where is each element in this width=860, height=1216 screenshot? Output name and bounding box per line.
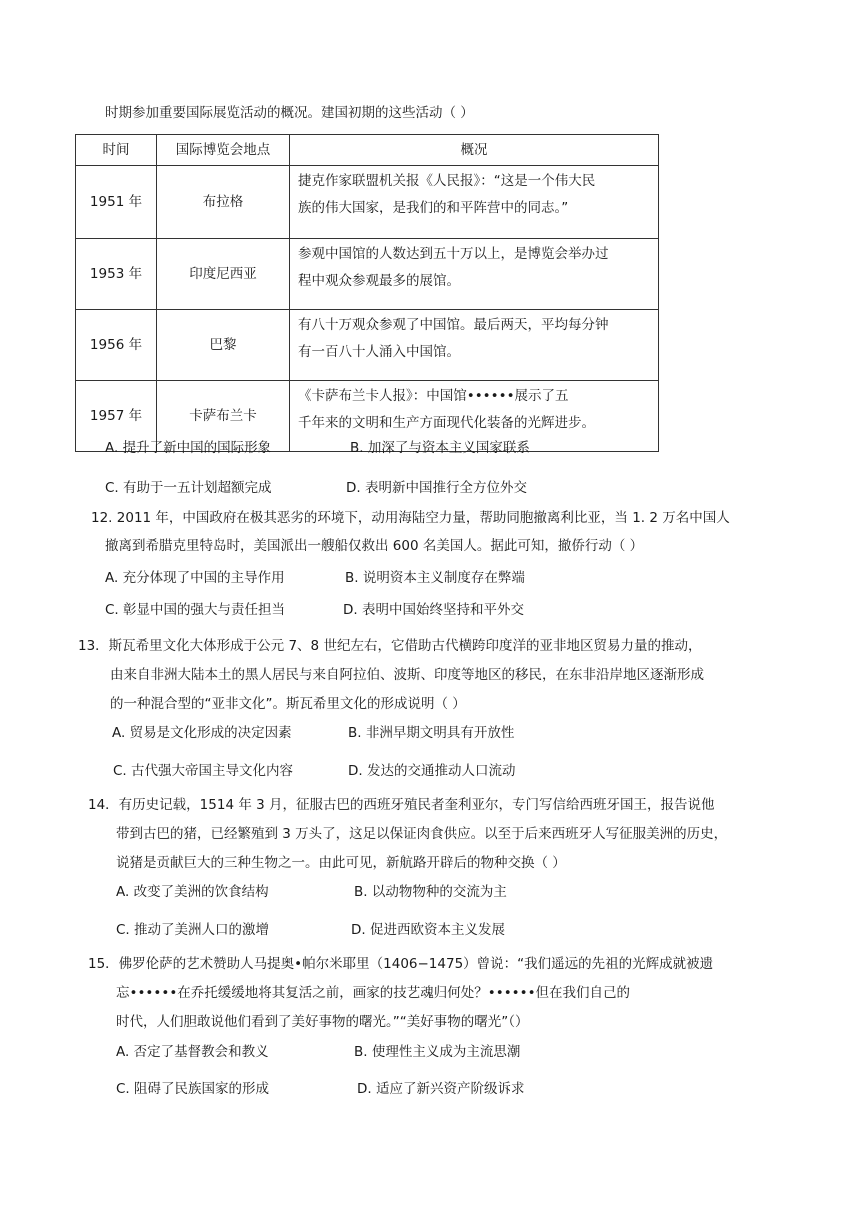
q13-option-c[interactable]: C. 古代强大帝国主导文化内容: [113, 763, 294, 779]
table-row: [76, 310, 659, 381]
q11-option-a[interactable]: A. 提升了新中国的国际形象: [105, 440, 272, 456]
row-desc-line: 千年来的文明和生产方面现代化装备的光辉进步。: [298, 415, 595, 431]
row-desc-line: 参观中国馆的人数达到五十万以上，是博览会举办过: [298, 246, 609, 262]
q13-option-b[interactable]: B. 非洲早期文明具有开放性: [348, 725, 515, 741]
row-desc-line: 捷克作家联盟机关报《人民报》：“这是一个伟大民: [298, 173, 596, 189]
q13-option-a[interactable]: A. 贸易是文化形成的决定因素: [112, 725, 292, 741]
q15-option-c[interactable]: C. 阻碍了民族国家的形成: [116, 1081, 270, 1097]
row-place: 印度尼西亚: [157, 239, 290, 310]
row-place: 布拉格: [157, 166, 290, 239]
q14-option-c[interactable]: C. 推动了美洲人口的激增: [116, 922, 270, 938]
q15-stem-line: 忘••••••在乔托缓缓地将其复活之前，画家的技艺魂归何处？••••••但在我们自己的: [116, 985, 631, 1001]
row-desc: [290, 310, 659, 381]
q15-stem-line: 15．佛罗伦萨的艺术赞助人马提奥•帕尔米耶里（1406−1475）曾说：“我们遥远的先祖的光辉成就被遗: [88, 956, 714, 972]
q14-option-b[interactable]: B. 以动物物种的交流为主: [354, 884, 507, 900]
q12-stem-line: 撤离到希腊克里特岛时，美国派出一艘船仅救出 600 名美国人。据此可知，撤侨行动（ ）: [105, 538, 644, 554]
q14-stem-line: 说猪是贡献巨大的三种生物之一。由此可见，新航路开辟后的物种交换（ ）: [116, 855, 566, 871]
q14-stem-line: 14．有历史记载，1514 年 3 月，征服古巴的西班牙殖民者奎利亚尔，专门写信给西班牙国王，报告说他: [88, 797, 715, 813]
row-desc-line: 族的伟大国家，是我们的和平阵营中的同志。”: [298, 200, 569, 216]
q12-option-c[interactable]: C. 彰显中国的强大与责任担当: [105, 602, 286, 618]
q14-stem-line: 带到古巴的猪，已经繁殖到 3 万头了，这足以保证肉食供应。以至于后来西班牙人写征服美洲的历史，: [116, 826, 728, 842]
table-row: [76, 239, 659, 310]
q13-stem-line: 的一种混合型的“亚非文化”。斯瓦希里文化的形成说明（ ）: [110, 696, 466, 712]
row-desc: [290, 239, 659, 310]
q13-stem-line: 13．斯瓦希里文化大体形成于公元 7、8 世纪左右，它借助古代横跨印度洋的亚非地区贸易力量的推动，: [78, 638, 702, 654]
q11-option-b[interactable]: B. 加深了与资本主义国家联系: [350, 440, 530, 456]
q13-stem-line: 由来自非洲大陆本土的黑人居民与来自阿拉伯、波斯、印度等地区的移民，在东非沿岸地区逐渐形成: [110, 667, 704, 683]
row-year: 1951 年: [76, 166, 157, 239]
q15-option-b[interactable]: B. 使理性主义成为主流思潮: [354, 1044, 521, 1060]
q12-option-d[interactable]: D. 表明中国始终坚持和平外交: [343, 602, 524, 618]
row-desc-line: 有一百八十人涌入中国馆。: [298, 344, 460, 360]
q12-stem-line: 12. 2011 年，中国政府在极其恶劣的环境下，动用海陆空力量，帮助同胞撤离利比亚，当 1. 2 万名中国人: [91, 510, 730, 526]
row-desc-line: 《卡萨布兰卡人报》：中国馆••••••展示了五: [298, 388, 569, 404]
q15-option-d[interactable]: D. 适应了新兴资产阶级诉求: [357, 1081, 525, 1097]
header-time: 时间: [76, 135, 157, 166]
row-place: 卡萨布兰卡: [157, 381, 290, 452]
row-year: 1957 年: [76, 381, 157, 452]
q15-option-a[interactable]: A. 否定了基督教会和教义: [116, 1044, 269, 1060]
q11-stem: 时期参加重要国际展览活动的概况。建国初期的这些活动（ ）: [105, 105, 474, 121]
q14-option-a[interactable]: A. 改变了美洲的饮食结构: [116, 884, 269, 900]
row-place: 巴黎: [157, 310, 290, 381]
q12-option-b[interactable]: B. 说明资本主义制度存在弊端: [345, 570, 525, 586]
row-desc-line: 有八十万观众参观了中国馆。最后两天，平均每分钟: [298, 317, 609, 333]
q12-option-a[interactable]: A. 充分体现了中国的主导作用: [105, 570, 285, 586]
q15-stem-line: 时代，人们胆敢说他们看到了美好事物的曙光。”“美好事物的曙光”（）: [116, 1014, 529, 1030]
row-year: 1953 年: [76, 239, 157, 310]
q14-option-d[interactable]: D. 促进西欧资本主义发展: [351, 922, 505, 938]
header-overview: 概况: [290, 135, 659, 166]
q11-option-d[interactable]: D. 表明新中国推行全方位外交: [346, 480, 527, 496]
q13-option-d[interactable]: D. 发达的交通推动人口流动: [348, 763, 516, 779]
q11-option-c[interactable]: C. 有助于一五计划超额完成: [105, 480, 272, 496]
row-desc: [290, 166, 659, 239]
row-desc-line: 程中观众参观最多的展馆。: [298, 273, 460, 289]
expo-table: [75, 134, 659, 452]
table-row: [76, 166, 659, 239]
row-year: 1956 年: [76, 310, 157, 381]
header-place: 国际博览会地点: [157, 135, 290, 166]
table-header-row: [76, 135, 659, 166]
